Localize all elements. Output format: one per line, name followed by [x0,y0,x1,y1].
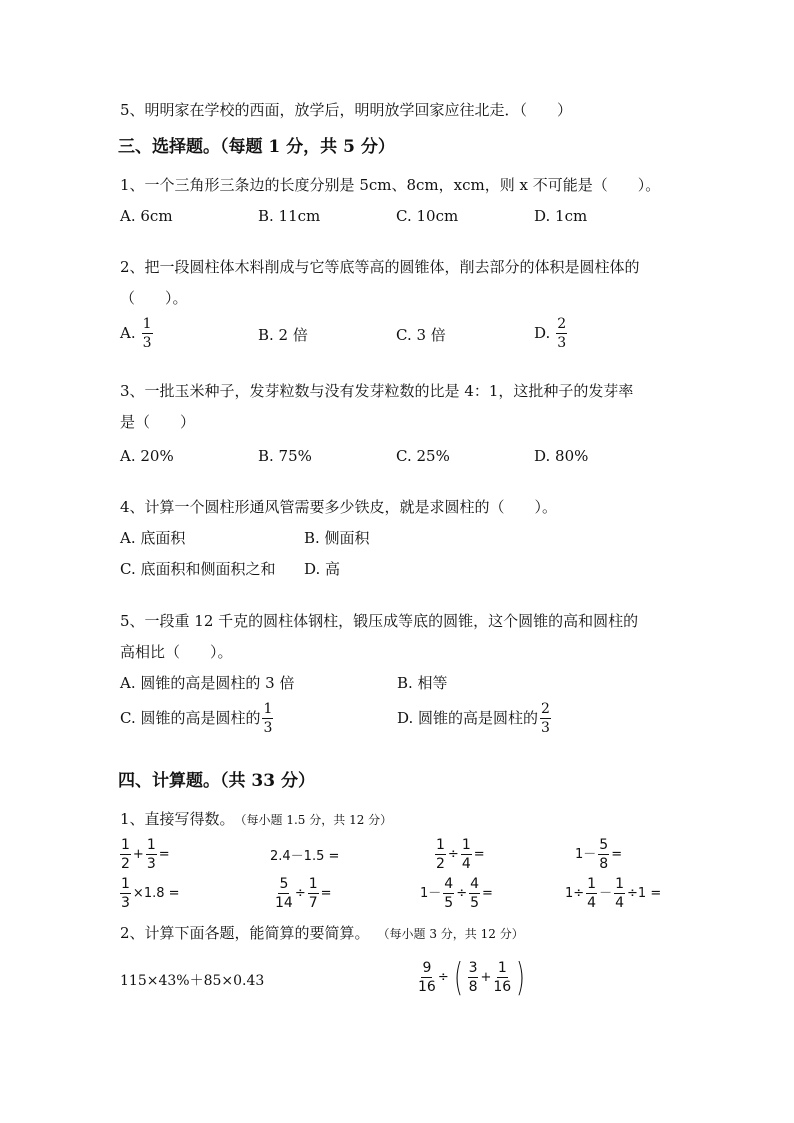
operator: － [599,886,613,901]
calc1-expr-6 [275,877,332,910]
calc-q2-note: （每小题 3 分，共 12 分） [377,927,524,941]
option-label: D. [534,324,551,342]
denominator: 3 [263,720,273,736]
left-paren: ( [453,955,463,1000]
numerator: 1 [615,876,625,892]
choice-q4-option-b: B. 侧面积 [304,529,370,547]
numerator: 1 [308,876,318,892]
prefix: 1－ [575,847,597,862]
denominator: 16 [493,979,512,995]
denominator: 2 [121,856,130,872]
fraction [142,317,153,350]
denominator: 16 [418,979,436,995]
calc-q2-text: 2、计算下面各题，能简算的要简算。 [120,924,370,942]
choice-q3-option-c: C. 25% [396,447,450,465]
denominator: 3 [146,856,156,872]
prefix: 1－ [420,886,442,901]
calc1-expr-3 [435,838,485,871]
denominator: 4 [461,856,471,872]
calc1-expr-4 [575,838,622,871]
choice-q1-option-d: D. 1cm [534,207,588,225]
choice-q3-option-d: D. 80% [534,447,589,465]
option-label: D. 圆锥的高是圆柱的 [397,709,539,727]
section-3-title: 三、选择题。（每题 1 分，共 5 分） [118,137,395,157]
denominator: 14 [275,895,293,911]
numerator: 3 [468,960,478,976]
choice-q4-option-a: A. 底面积 [120,529,186,547]
numerator: 9 [422,960,432,976]
numerator: 5 [279,876,289,892]
numerator: 4 [444,876,454,892]
numerator: 1 [121,837,130,853]
numerator: 1 [142,316,152,332]
choice-q3-option-b: B. 75% [258,447,312,465]
rest: ×1.8 = [132,886,180,901]
choice-q2-option-c: C. 3 倍 [396,326,446,344]
choice-q5-option-b: B. 相等 [397,674,448,692]
numerator: 1 [461,837,471,853]
fraction [262,702,273,735]
calc1-expr-7 [420,877,493,910]
numerator: 1 [121,876,130,892]
choice-q2-option-a [120,317,153,350]
denominator: 3 [121,895,130,911]
numerator: 1 [146,837,156,853]
choice-q2-stem-line1: 2、把一段圆柱体木料削成与它等底等高的圆锥体，削去部分的体积是圆柱体的 [120,258,640,276]
option-label: C. 圆锥的高是圆柱的 [120,709,261,727]
equals: = [158,847,170,862]
denominator: 8 [468,979,478,995]
choice-q5-option-c [120,702,273,735]
calc1-expr-2: 2.4－1.5 = [270,849,340,864]
denominator: 3 [557,335,567,351]
calc2-expr-1: 115×43%＋85×0.43 [120,973,265,989]
choice-q2-option-b: B. 2 倍 [258,326,308,344]
calc-q2-stem [120,926,524,941]
fraction [540,702,551,735]
judge-question-5: 5、明明家在学校的西面，放学后，明明放学回家应往北走．（ ） [120,101,573,119]
section-4-title: 四、计算题。（共 33 分） [118,771,315,791]
choice-q4-option-c: C. 底面积和侧面积之和 [120,560,276,578]
numerator: 2 [557,316,567,332]
choice-q3-stem-line1: 3、一批玉米种子，发芽粒数与没有发芽粒数的比是 4：1，这批种子的发芽率 [120,382,634,400]
numerator: 1 [497,960,507,976]
calc-q1-text: 1、直接写得数。 [120,810,235,828]
calc2-expr-2 [418,955,528,1000]
equals: = [611,847,623,862]
operator: + [132,847,144,862]
numerator: 1 [436,837,445,853]
choice-q1-stem: 1、一个三角形三条边的长度分别是 5cm、8cm，xcm，则 x 不可能是（ ）。 [120,176,661,194]
numerator: 1 [263,701,273,717]
numerator: 2 [541,701,550,717]
fraction [556,317,567,350]
choice-q4-stem: 4、计算一个圆柱形通风管需要多少铁皮，就是求圆柱的（ ）。 [120,498,558,516]
operator: ÷ [447,847,459,862]
choice-q1-option-b: B. 11cm [258,207,321,225]
postfix: ÷1 = [627,886,662,901]
choice-q3-stem-line2: 是（ ） [120,413,196,431]
equals: = [320,886,332,901]
prefix: 1÷ [565,886,585,901]
choice-q5-option-a: A. 圆锥的高是圆柱的 3 倍 [120,674,295,692]
denominator: 3 [541,720,550,736]
denominator: 5 [470,895,480,911]
choice-q1-option-c: C. 10cm [396,207,459,225]
denominator: 2 [436,856,445,872]
operator: ÷ [456,886,468,901]
choice-q5-stem-line2: 高相比（ ）。 [120,643,233,661]
denominator: 7 [308,895,318,911]
choice-q2-stem-line2: （ ）。 [120,289,188,307]
denominator: 5 [444,895,454,911]
denominator: 4 [587,895,597,911]
operator: ÷ [294,886,306,901]
choice-q3-option-a: A. 20% [120,447,174,465]
calc1-expr-8 [565,877,661,910]
calc-q1-stem [120,812,392,827]
equals: = [473,847,485,862]
right-paren: ) [516,955,526,1000]
equals: = [482,886,493,901]
choice-q4-option-d: D. 高 [304,560,341,578]
calc1-expr-1 [120,838,170,871]
numerator: 1 [587,876,597,892]
numerator: 4 [470,876,480,892]
denominator: 4 [615,895,625,911]
calc1-expr-5 [120,877,180,910]
operator: + [480,970,492,985]
denominator: 3 [142,335,152,351]
choice-q1-option-a: A. 6cm [120,207,173,225]
denominator: 8 [599,856,609,872]
option-label: A. [120,324,136,342]
choice-q2-option-d [534,317,567,350]
operator: ÷ [437,970,449,985]
numerator: 5 [599,837,609,853]
choice-q5-stem-line1: 5、一段重 12 千克的圆柱体钢柱，锻压成等底的圆锥，这个圆锥的高和圆柱的 [120,612,639,630]
calc-q1-note: （每小题 1.5 分，共 12 分） [234,813,393,827]
choice-q5-option-d [397,702,551,735]
